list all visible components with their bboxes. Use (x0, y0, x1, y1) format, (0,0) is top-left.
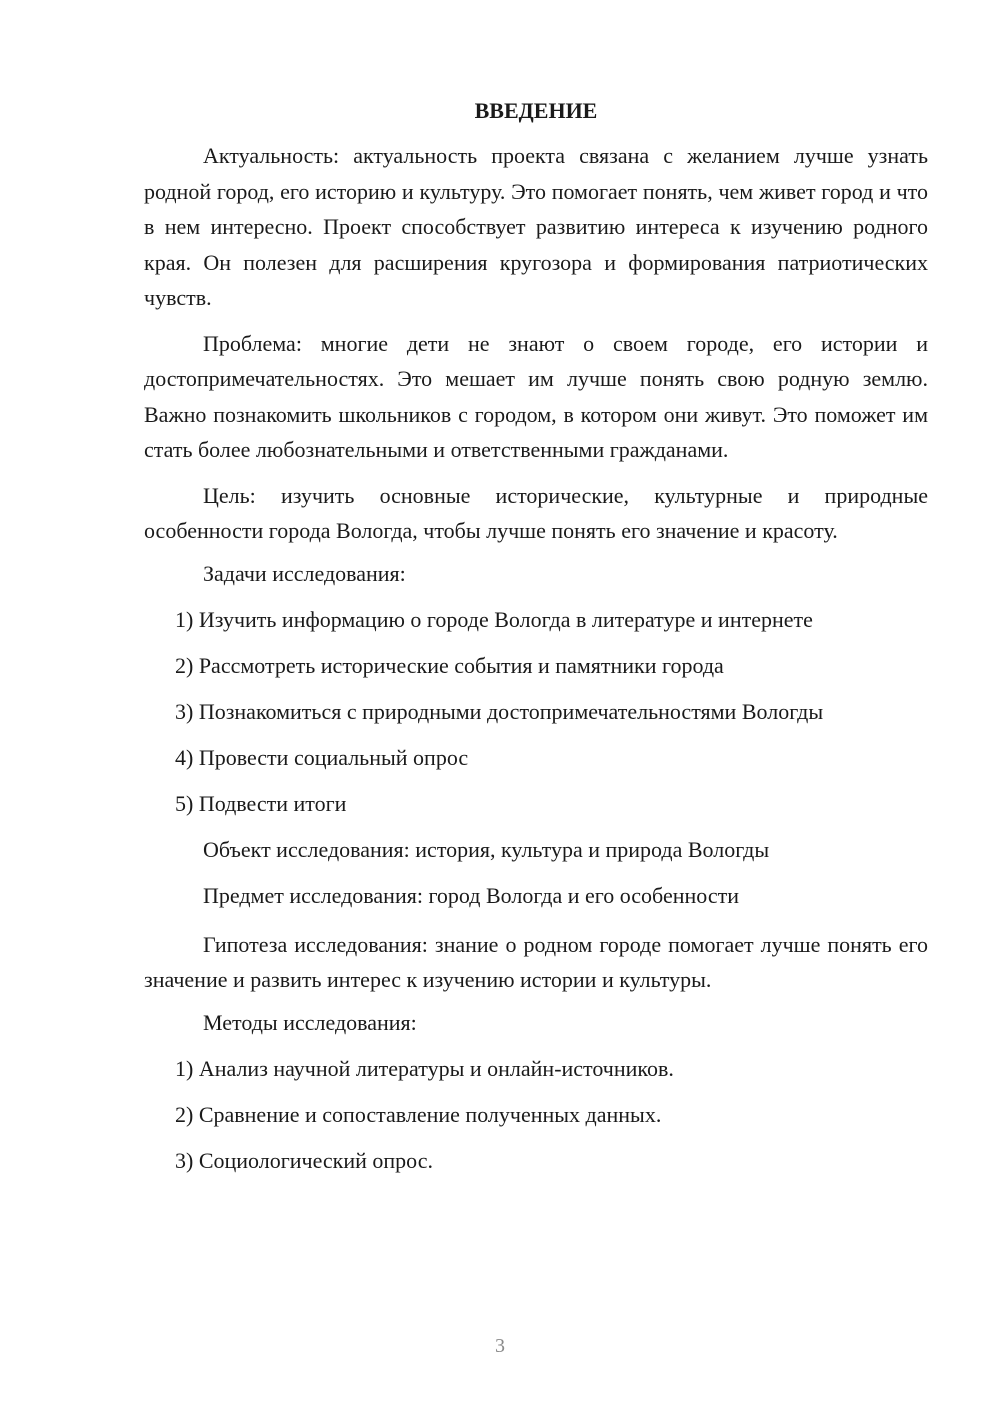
document-page (144, 96, 928, 1192)
goal-paragraph: Цель: изучить основные исторические, культурные и природные особенности города Вологда, чтобы лучше понять его значение и красоту. (144, 482, 928, 543)
section-title: ВВЕДЕНИЕ (474, 98, 598, 123)
task-item: 5) Подвести итоги (175, 790, 347, 816)
research-subject: Предмет исследования: город Вологда и его особенности (203, 882, 739, 908)
methods-heading: Методы исследования: (203, 1009, 417, 1035)
task-item: 3) Познакомиться с природными достопримечательностями Вологды (175, 698, 824, 724)
research-object: Объект исследования: история, культура и природа Вологды (203, 836, 770, 862)
methods-list (144, 1054, 928, 1192)
task-item: 4) Провести социальный опрос (175, 744, 469, 770)
method-item: 3) Социологический опрос. (175, 1147, 433, 1173)
tasks-list (144, 605, 928, 835)
hypothesis-paragraph: Гипотеза исследования: знание о родном городе помогает лучше понять его значение и развить интерес к изучению истории и культуры. (144, 931, 928, 992)
task-item: 1) Изучить информацию о городе Вологда в литературе и интернете (175, 606, 813, 632)
method-item: 1) Анализ научной литературы и онлайн-источников. (175, 1055, 674, 1081)
task-item: 2) Рассмотреть исторические события и памятники города (175, 652, 724, 678)
problem-paragraph: Проблема: многие дети не знают о своем городе, его истории и достопримечательностях. Это мешает им лучше понять свою родную землю. Важно познакомить школьников с городом, в котором они живут. Это поможет им стать более любознательными и ответственными гражданами. (144, 330, 928, 462)
relevance-paragraph: Актуальность: актуальность проекта связана с желанием лучше узнать родной город, его историю и культуру. Это помогает понять, чем живет город и что в нем интересно. Проект способствует развитию интереса к изучению родного края. Он полезен для расширения кругозора и формирования патриотических чувств. (144, 143, 928, 310)
page-number: 3 (495, 1335, 505, 1357)
tasks-heading: Задачи исследования: (203, 560, 406, 586)
method-item: 2) Сравнение и сопоставление полученных данных. (175, 1101, 662, 1127)
